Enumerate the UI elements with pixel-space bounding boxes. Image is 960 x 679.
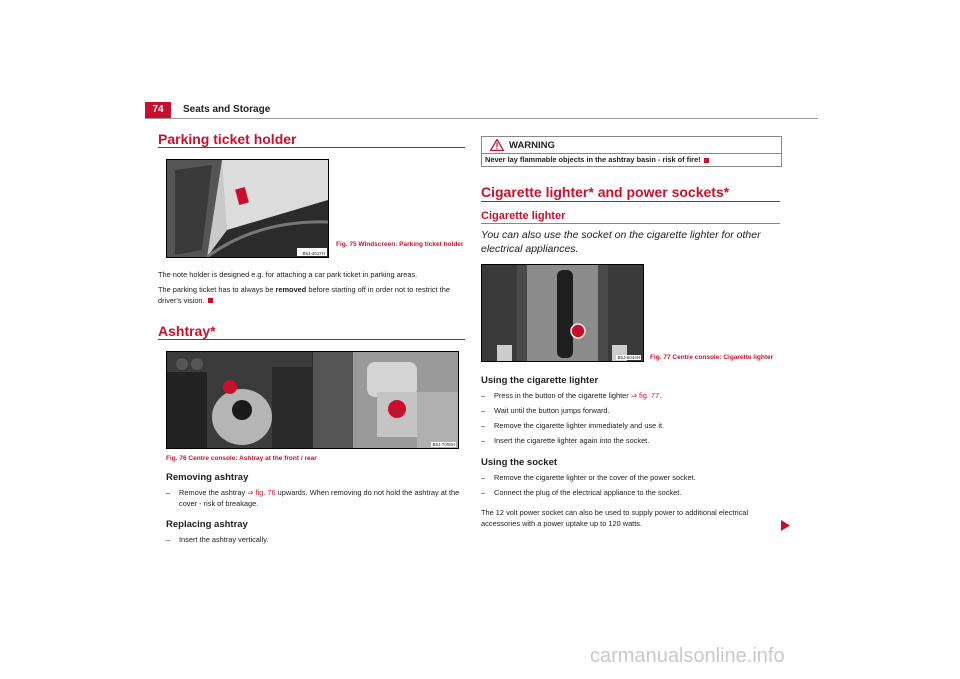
chapter-title: Seats and Storage bbox=[183, 104, 271, 115]
parking-ticket-holder-illustration bbox=[167, 160, 328, 257]
ashtray-heading-rule bbox=[158, 339, 465, 340]
using-socket-heading: Using the socket bbox=[481, 457, 558, 468]
figure-parking-ticket-holder bbox=[166, 159, 329, 258]
removing-ashtray-step: – Remove the ashtray ⇒ fig. 76 upwards. When removing do not hold the ashtray at the cover - risk of breakage. bbox=[166, 488, 460, 508]
figure-caption-76: Fig. 76 Centre console: Ashtray at the front / rear bbox=[166, 455, 317, 462]
socket-step-2: – Connect the plug of the electrical appliance to the socket. bbox=[481, 488, 682, 497]
figure-ashtray bbox=[166, 351, 459, 449]
warning-text: Never lay flammable objects in the ashtray basin - risk of fire! bbox=[485, 155, 709, 164]
figure-code: B5J-7008H bbox=[432, 442, 455, 447]
header-divider bbox=[145, 118, 818, 119]
next-page-arrow-icon[interactable] bbox=[781, 520, 790, 531]
warning-title: WARNING bbox=[509, 140, 555, 151]
figure-cigarette-lighter bbox=[481, 264, 644, 362]
lighter-step-3: – Remove the cigarette lighter immediately and use it. bbox=[481, 421, 665, 430]
cigarette-subheading-rule bbox=[481, 223, 780, 224]
ashtray-illustration bbox=[167, 352, 458, 448]
cigarette-subheading: Cigarette lighter bbox=[481, 210, 566, 222]
warning-divider bbox=[482, 153, 781, 154]
figure-caption-75: Fig. 75 Windscreen: Parking ticket holder bbox=[336, 241, 464, 248]
figure-ref-link[interactable]: ⇒ fig. 77 bbox=[630, 391, 660, 400]
figure-code: B5J-6044H bbox=[617, 355, 640, 360]
page-number: 74 bbox=[145, 102, 171, 118]
removing-ashtray-heading: Removing ashtray bbox=[166, 472, 249, 483]
ashtray-heading: Ashtray* bbox=[158, 323, 216, 339]
warning-icon bbox=[490, 139, 504, 151]
socket-step-1: – Remove the cigarette lighter or the cover of the power socket. bbox=[481, 473, 696, 482]
lighter-step-4: – Insert the cigarette lighter again into the socket. bbox=[481, 436, 650, 445]
replacing-ashtray-step: – Insert the ashtray vertically. bbox=[166, 535, 269, 544]
cigarette-heading-rule bbox=[481, 201, 780, 202]
cigarette-intro: You can also use the socket on the cigarette lighter for other electrical appliances. bbox=[481, 229, 761, 255]
figure-caption-77: Fig. 77 Centre console: Cigarette lighter bbox=[650, 354, 774, 361]
parking-paragraph-2: The parking ticket has to always be removed before starting off in order not to restrict the driver's vision. bbox=[158, 285, 450, 305]
figure-code: B5J-4017H bbox=[302, 251, 325, 256]
watermark: carmanualsonline.info bbox=[590, 645, 785, 667]
lighter-step-1: – Press in the button of the cigarette lighter ⇒ fig. 77. bbox=[481, 391, 662, 400]
parking-heading: Parking ticket holder bbox=[158, 131, 297, 147]
section-end-icon bbox=[208, 298, 213, 303]
using-lighter-heading: Using the cigarette lighter bbox=[481, 375, 599, 386]
warning-box bbox=[481, 136, 782, 167]
replacing-ashtray-heading: Replacing ashtray bbox=[166, 519, 248, 530]
cigarette-lighter-illustration bbox=[482, 265, 643, 361]
parking-paragraph-1: The note holder is designed e.g. for attaching a car park ticket in parking areas. bbox=[158, 270, 418, 279]
lighter-step-2: – Wait until the button jumps forward. bbox=[481, 406, 610, 415]
section-end-icon bbox=[704, 158, 709, 163]
cigarette-heading: Cigarette lighter* and power sockets* bbox=[481, 184, 730, 200]
figure-ref-link[interactable]: ⇒ fig. 76 bbox=[247, 488, 276, 497]
parking-heading-rule bbox=[158, 147, 465, 148]
power-socket-paragraph: The 12 volt power socket can also be used to supply power to additional electrical accessories with a power uptake up to 120 watts. bbox=[481, 508, 749, 528]
